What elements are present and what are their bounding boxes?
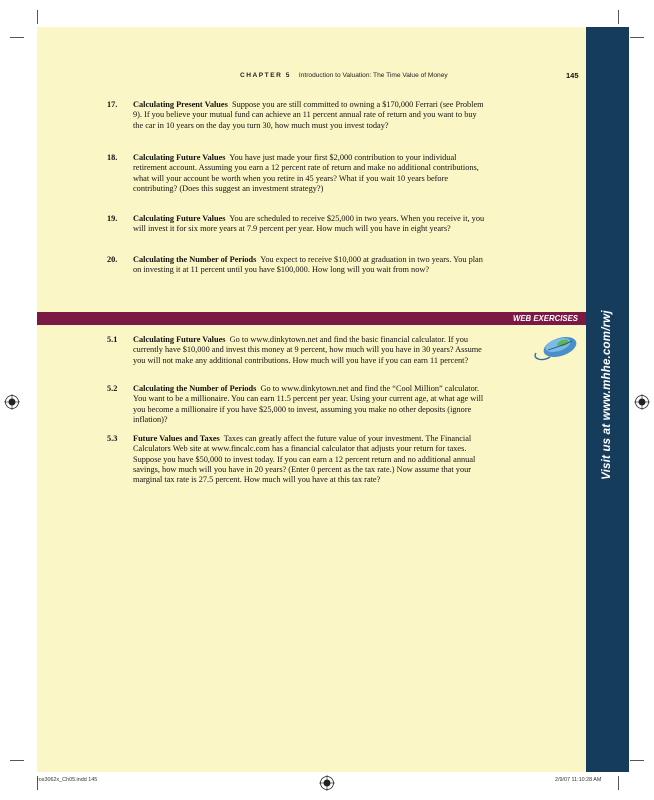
problem-number: 18. xyxy=(107,153,118,162)
problem-item xyxy=(107,100,485,131)
web-exercises-label: WEB EXERCISES xyxy=(513,314,578,323)
crop-mark xyxy=(10,37,24,38)
problem-item xyxy=(107,214,485,235)
computer-mouse-icon xyxy=(532,333,580,363)
problem-text: Suppose you are still committed to owning a $170,000 Ferrari (see Problem 9). If you believe your mutual fund can achieve an 11 percent annual rate of return and you want to buy the car in 10 years on the day you turn 30, how much must you invest today? xyxy=(133,100,484,130)
web-exercise-text: Go to www.dinkytown.net and find the “Cool Million” calculator. You want to be a millionaire. You can earn 11.5 percent per year. Using your current age, at what age will you become a millionaire if you have $25,000 to invest, assuming you make no other deposits (ignore inflation)? xyxy=(133,384,484,424)
problem-item xyxy=(107,255,485,276)
chapter-title: Introduction to Valuation: The Time Value of Money xyxy=(298,72,448,79)
registration-mark-icon xyxy=(319,775,335,791)
crop-mark xyxy=(630,37,644,38)
sidebar-url-text: Visit us at www.mhhe.com/rwj xyxy=(601,310,613,480)
web-exercise-item xyxy=(107,384,485,425)
problem-title: Calculating Present Values xyxy=(133,100,228,109)
problem-number: 20. xyxy=(107,255,118,264)
web-exercise-text: Taxes can greatly affect the future value of your investment. The Financial Calculators Web site at www.fincalc.com has a financial calculator that adjusts your return for taxes. Suppose you have $50,000 to invest today. If you can earn a 12 percent return and no additional annual savings, how much will you have in 20 years? (Enter 0 percent as the tax rate.) Now assume that your marginal tax rate is 27.5 percent. How much will you have at this tax rate? xyxy=(133,434,476,485)
web-exercise-number: 5.2 xyxy=(107,384,118,393)
page-number: 145 xyxy=(566,71,579,80)
problem-title: Calculating Future Values xyxy=(133,153,226,162)
crop-mark xyxy=(618,776,619,790)
chapter-label: CHAPTER 5 xyxy=(240,72,291,79)
problem-title: Calculating the Number of Periods xyxy=(133,255,257,264)
registration-mark-icon xyxy=(634,394,650,410)
web-exercise-title: Calculating Future Values xyxy=(133,335,226,344)
web-exercise-title: Calculating the Number of Periods xyxy=(133,384,257,393)
footer-timestamp: 2/9/07 11:10:28 AM xyxy=(555,777,602,783)
problem-text: You are scheduled to receive $25,000 in two years. When you receive it, you will invest it for six more years at 7.9 percent per year. How much will you have in eight years? xyxy=(133,214,485,234)
problem-text: You have just made your first $2,000 contribution to your individual retirement account. Assuming you earn a 12 percent rate of return and make no additional contributions, what will your account be worth when you retire in 45 years? What if you wait 10 years before contributing? (Does this suggest an investment strategy?) xyxy=(133,153,479,193)
running-header xyxy=(240,72,448,79)
crop-mark xyxy=(618,10,619,24)
footer-file-name: ros3062x_Ch05.indd 145 xyxy=(37,777,98,783)
web-exercise-item xyxy=(107,335,485,366)
crop-mark xyxy=(630,760,644,761)
problem-number: 17. xyxy=(107,100,118,109)
problem-title: Calculating Future Values xyxy=(133,214,226,223)
web-exercises-band xyxy=(37,312,586,325)
problem-item xyxy=(107,153,485,194)
registration-mark-icon xyxy=(4,394,20,410)
web-exercise-title: Future Values and Taxes xyxy=(133,434,220,443)
web-exercise-item xyxy=(107,434,485,485)
web-exercise-text: Go to www.dinkytown.net and find the basic financial calculator. If you currently have $10,000 and invest this money at 9 percent, how much will you have in 30 years? Assume you will not make any additional contributions. How much will you have if you can earn 11 percent? xyxy=(133,335,482,365)
crop-mark xyxy=(10,760,24,761)
problem-number: 19. xyxy=(107,214,118,223)
web-exercise-number: 5.3 xyxy=(107,434,118,443)
crop-mark xyxy=(37,10,38,24)
web-exercise-number: 5.1 xyxy=(107,335,118,344)
problem-text: You expect to receive $10,000 at graduation in two years. You plan on investing it at 11 percent until you have $100,000. How long will you wait from now? xyxy=(133,255,483,275)
